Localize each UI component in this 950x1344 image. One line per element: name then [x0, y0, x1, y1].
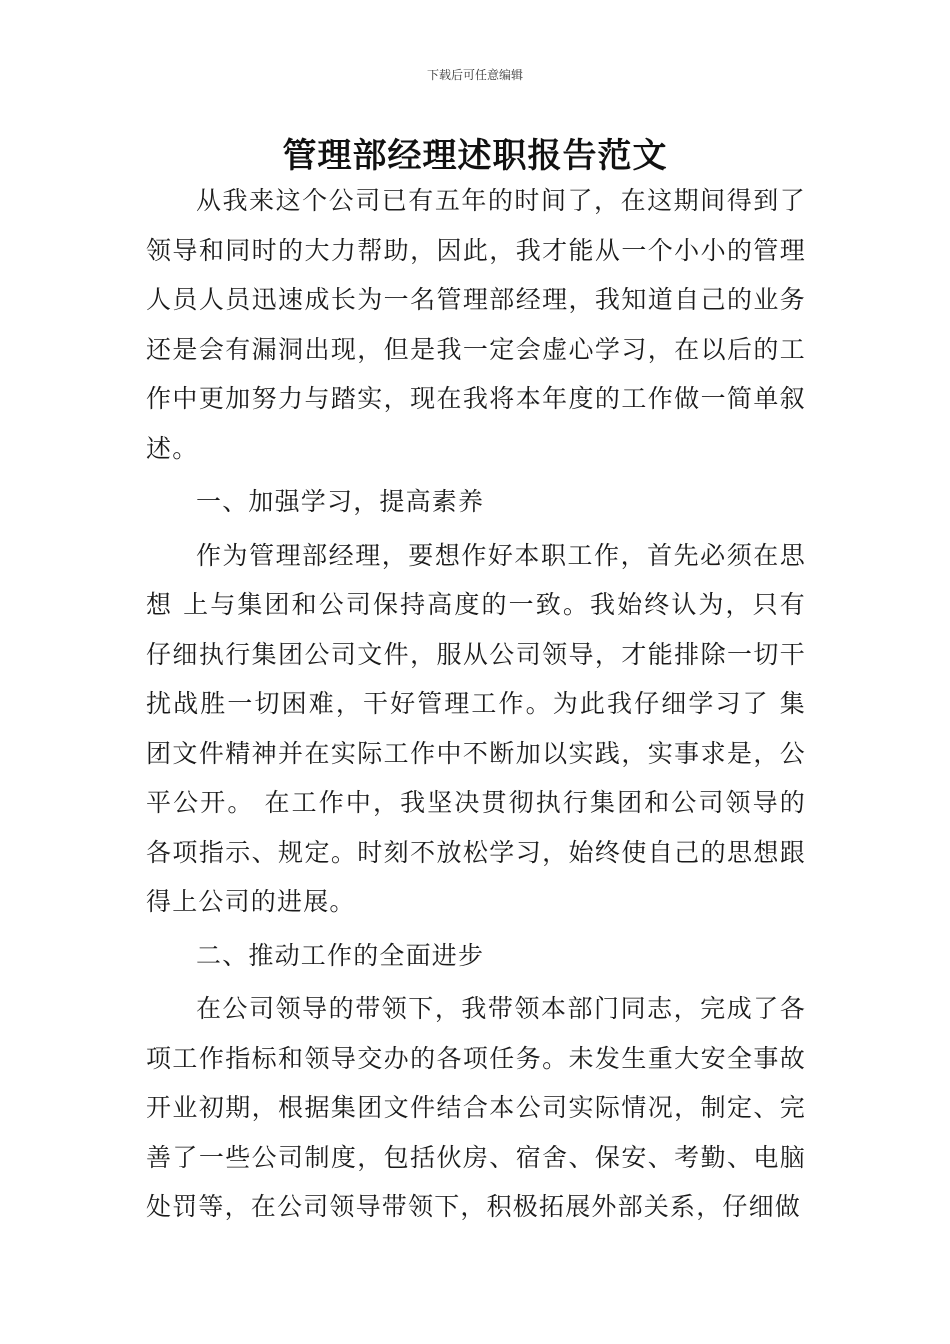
- document-body: [146, 176, 806, 1232]
- section-heading-2: 二、推动工作的全面进步: [196, 940, 485, 970]
- section-1-paragraph: 作为管理部经理，要想作好本职工作，首先必须在思想 上与集团和公司保持高度的一致。我始终认为，只有仔细执行集团公司文件，服从公司领导，才能排除一切干扰战胜一切困难，干好管理工作。为此我仔细学习了 集团文件精神并在实际工作中不断加以实践，实事求是，公平公开。 在工作中，我坚决贯彻执行集团和公司领导的各项指示、规定。时刻不放松学习，始终使自己的思想跟得上公司的进展。: [146, 540, 806, 916]
- page-header-note: 下载后可任意编辑: [426, 68, 523, 82]
- document-title: 管理部经理述职报告范文: [282, 136, 668, 176]
- section-heading-1: 一、加强学习，提高素养: [196, 487, 485, 516]
- section-2-paragraph: 在公司领导的带领下，我带领本部门同志，完成了各项工作指标和领导交办的各项任务。未发生重大安全事故开业初期，根据集团文件结合本公司实际情况，制定、完善了一些公司制度，包括伙房、宿舍、保安、考勤、电脑处罚等，在公司领导带领下，积极拓展外部关系，仔细做: [146, 994, 806, 1221]
- intro-paragraph: 从我来这个公司已有五年的时间了，在这期间得到了领导和同时的大力帮助，因此，我才能从一个小小的管理人员人员迅速成长为一名管理部经理，我知道自己的业务还是会有漏洞出现，但是我一定会虚心学习，在以后的工作中更加努力与踏实，现在我将本年度的工作做一简单叙述。: [146, 186, 806, 463]
